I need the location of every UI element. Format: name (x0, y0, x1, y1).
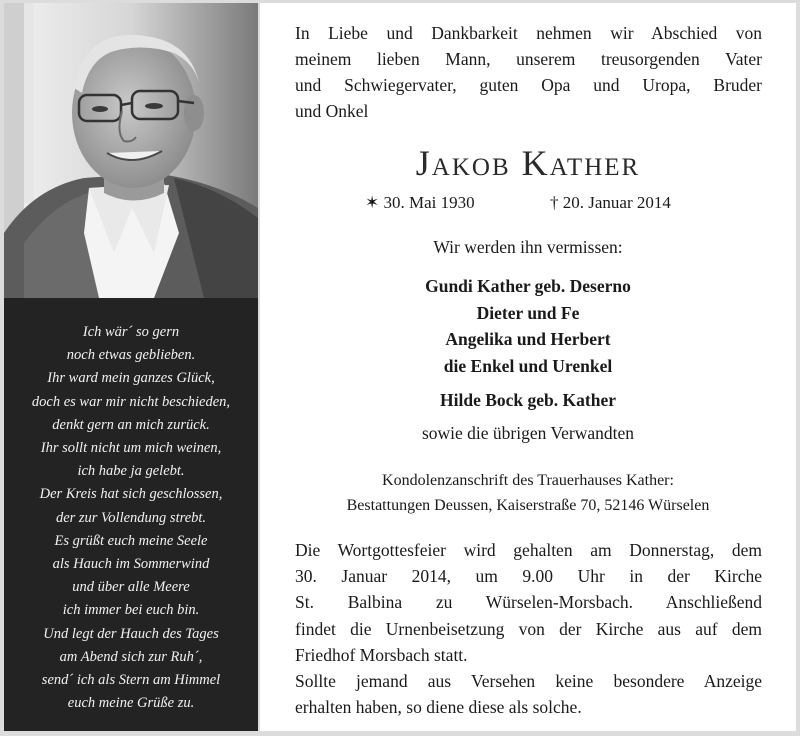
poem-line: ich habe ja gelebt. (77, 463, 185, 480)
intro-line: und Onkel (295, 101, 369, 121)
mourning-heading: Wir werden ihn vermissen: (433, 237, 623, 257)
poem-line: ich immer bei euch bin. (62, 602, 200, 619)
portrait-image (4, 3, 258, 298)
service-line: Die Wortgottesfeier wird gehalten am Donnerstag, dem (295, 540, 762, 560)
service-line: St. Balbina zu Würselen-Morsbach. Anschließend (295, 592, 762, 613)
family-member: Angelika und Herbert (445, 329, 611, 349)
poem-line: und über alle Meere (72, 579, 190, 596)
poem-line: Ihr ward mein ganzes Glück, (47, 370, 215, 387)
family-member: Hilde Bock geb. Kather (440, 390, 616, 410)
service-line: Sollte jemand aus Versehen keine besondere Anzeige (295, 671, 762, 692)
birth-date: ✶ 30. Mai 1930 (365, 193, 475, 212)
service-details (295, 537, 762, 720)
intro-line: meinem lieben Mann, unserem treusorgenden Vater (295, 49, 762, 69)
service-line: Friedhof Morsbach statt. (295, 644, 468, 665)
intro-line: und Schwiegervater, guten Opa und Uropa, Bruder (295, 75, 762, 95)
poem-line: der zur Vollendung strebt. (55, 509, 207, 526)
portrait-photo (4, 3, 258, 298)
poem-line: euch meine Grüße zu. (67, 695, 195, 712)
family-member: Dieter und Fe (476, 302, 580, 323)
poem-line: Es grüßt euch meine Seele (54, 532, 208, 549)
address-line: Bestattungen Deussen, Kaiserstraße 70, 52146 Würselen (346, 496, 710, 514)
poem-line: als Hauch im Sommerwind (52, 556, 210, 573)
service-line: 30. Januar 2014, um 9.00 Uhr in der Kirche (295, 566, 762, 587)
poem (4, 321, 258, 715)
family-list (260, 273, 796, 414)
other-relatives: sowie die übrigen Verwandten (421, 423, 635, 443)
intro-line: In Liebe und Dankbarkeit nehmen wir Abschied von (295, 23, 762, 43)
death-date: † 20. Januar 2014 (550, 193, 671, 212)
poem-line: Ihr sollt nicht um mich weinen, (40, 440, 222, 457)
address-line: Kondolenzanschrift des Trauerhauses Kather: (382, 472, 674, 489)
condolence-address (260, 469, 796, 518)
poem-line: am Abend sich zur Ruh´, (59, 648, 203, 665)
poem-line: denkt gern an mich zurück. (52, 416, 210, 433)
poem-line: doch es war mir nicht beschieden, (31, 393, 231, 410)
deceased-name: Jakob Kather (415, 143, 641, 183)
intro-text (295, 20, 762, 124)
family-member: Gundi Kather geb. Deserno (425, 276, 631, 296)
poem-line: Und legt der Hauch des Tages (43, 625, 219, 642)
service-line: erhalten haben, so diene diese als solche. (295, 697, 582, 718)
right-column (260, 3, 796, 731)
poem-line: Der Kreis hat sich geschlossen, (39, 486, 223, 503)
service-line: findet die Urnenbeisetzung von der Kirche aus auf dem (295, 618, 762, 639)
poem-line: Ich wär´ so gern (82, 324, 180, 340)
poem-line: send´ ich als Stern am Himmel (41, 672, 221, 689)
poem-line: noch etwas geblieben. (66, 347, 196, 364)
left-column (4, 3, 258, 731)
family-member: die Enkel und Urenkel (443, 355, 613, 376)
